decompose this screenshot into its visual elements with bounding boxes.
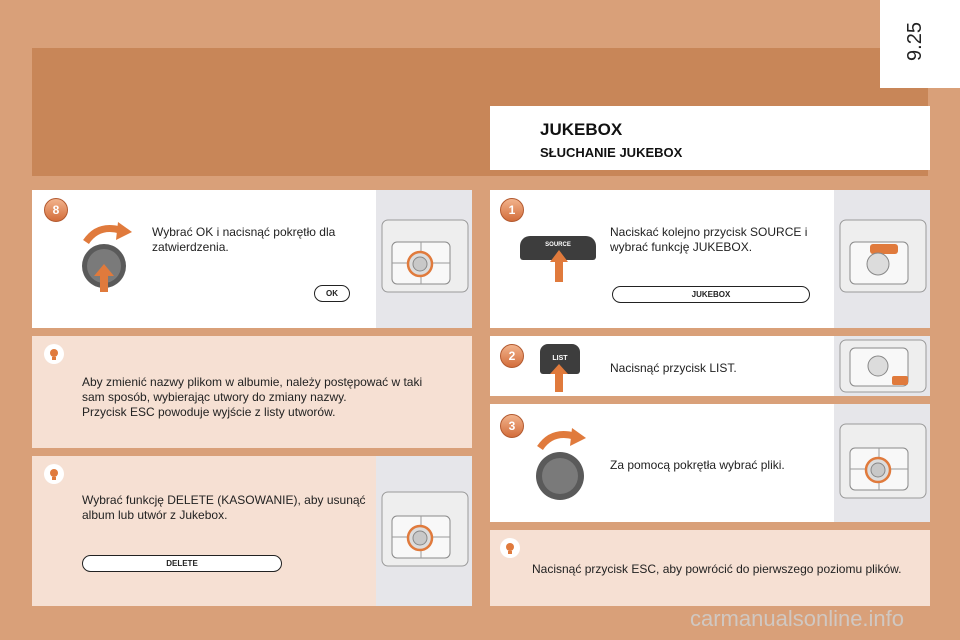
radio-panel-icon — [834, 190, 930, 328]
page-number: 9.25 — [903, 22, 926, 61]
watermark: carmanualsonline.info — [690, 606, 905, 631]
source-key-label: SOURCE — [545, 242, 571, 248]
list-key-label: LIST — [552, 355, 568, 362]
step-8-device-panel — [376, 190, 472, 328]
tip-delete-device-panel — [376, 456, 472, 606]
rotate-press-knob-icon — [78, 220, 134, 305]
tip-delete-text: Wybrać funkcję DELETE (KASOWANIE), aby usunąć album lub utwór z Jukebox. — [82, 493, 366, 522]
step-1-device-panel — [834, 190, 930, 328]
tip-rename-text — [82, 375, 462, 420]
radio-panel-icon — [834, 404, 930, 522]
tip-panel-delete — [32, 456, 376, 606]
rotate-knob-icon — [530, 424, 590, 509]
step-1-text: Naciskać kolejno przycisk SOURCE i wybrać funkcję JUKEBOX. — [610, 225, 808, 254]
tip-line: Przycisk ESC powoduje wyjście z listy utworów. — [82, 405, 336, 419]
lightbulb-icon — [500, 538, 520, 558]
radio-panel-icon — [376, 190, 472, 328]
step-2-text: Nacisnąć przycisk LIST. — [610, 361, 737, 375]
lightbulb-icon — [44, 464, 64, 484]
step-badge-8: 8 — [44, 198, 68, 222]
step-2-device-panel — [834, 336, 930, 396]
radio-panel-icon — [376, 456, 472, 606]
step-badge-3: 3 — [500, 414, 524, 438]
delete-label: DELETE — [82, 555, 282, 572]
step-8-text: Wybrać OK i nacisnąć pokrętło dla zatwierdzenia. — [152, 225, 336, 254]
ok-label: OK — [314, 285, 350, 302]
tip-line: Aby zmienić nazwy plikom w albumie, należy postępować w taki — [82, 375, 423, 389]
page-title: JUKEBOX — [540, 120, 623, 139]
jukebox-label: JUKEBOX — [612, 286, 810, 303]
radio-panel-icon — [834, 336, 930, 396]
step-badge-2: 2 — [500, 344, 524, 368]
lightbulb-icon — [44, 344, 64, 364]
press-arrow-icon — [548, 362, 570, 399]
tip-esc-text: Nacisnąć przycisk ESC, aby powrócić do pierwszego poziomu plików. — [532, 562, 902, 576]
press-arrow-icon — [548, 248, 570, 289]
tip-line: sam sposób, wybierając utwory do zmiany nazwy. — [82, 390, 347, 404]
step-3-device-panel — [834, 404, 930, 522]
step-badge-1: 1 — [500, 198, 524, 222]
page-subtitle: SŁUCHANIE JUKEBOX — [540, 145, 683, 160]
step-3-text: Za pomocą pokrętła wybrać pliki. — [610, 458, 785, 472]
